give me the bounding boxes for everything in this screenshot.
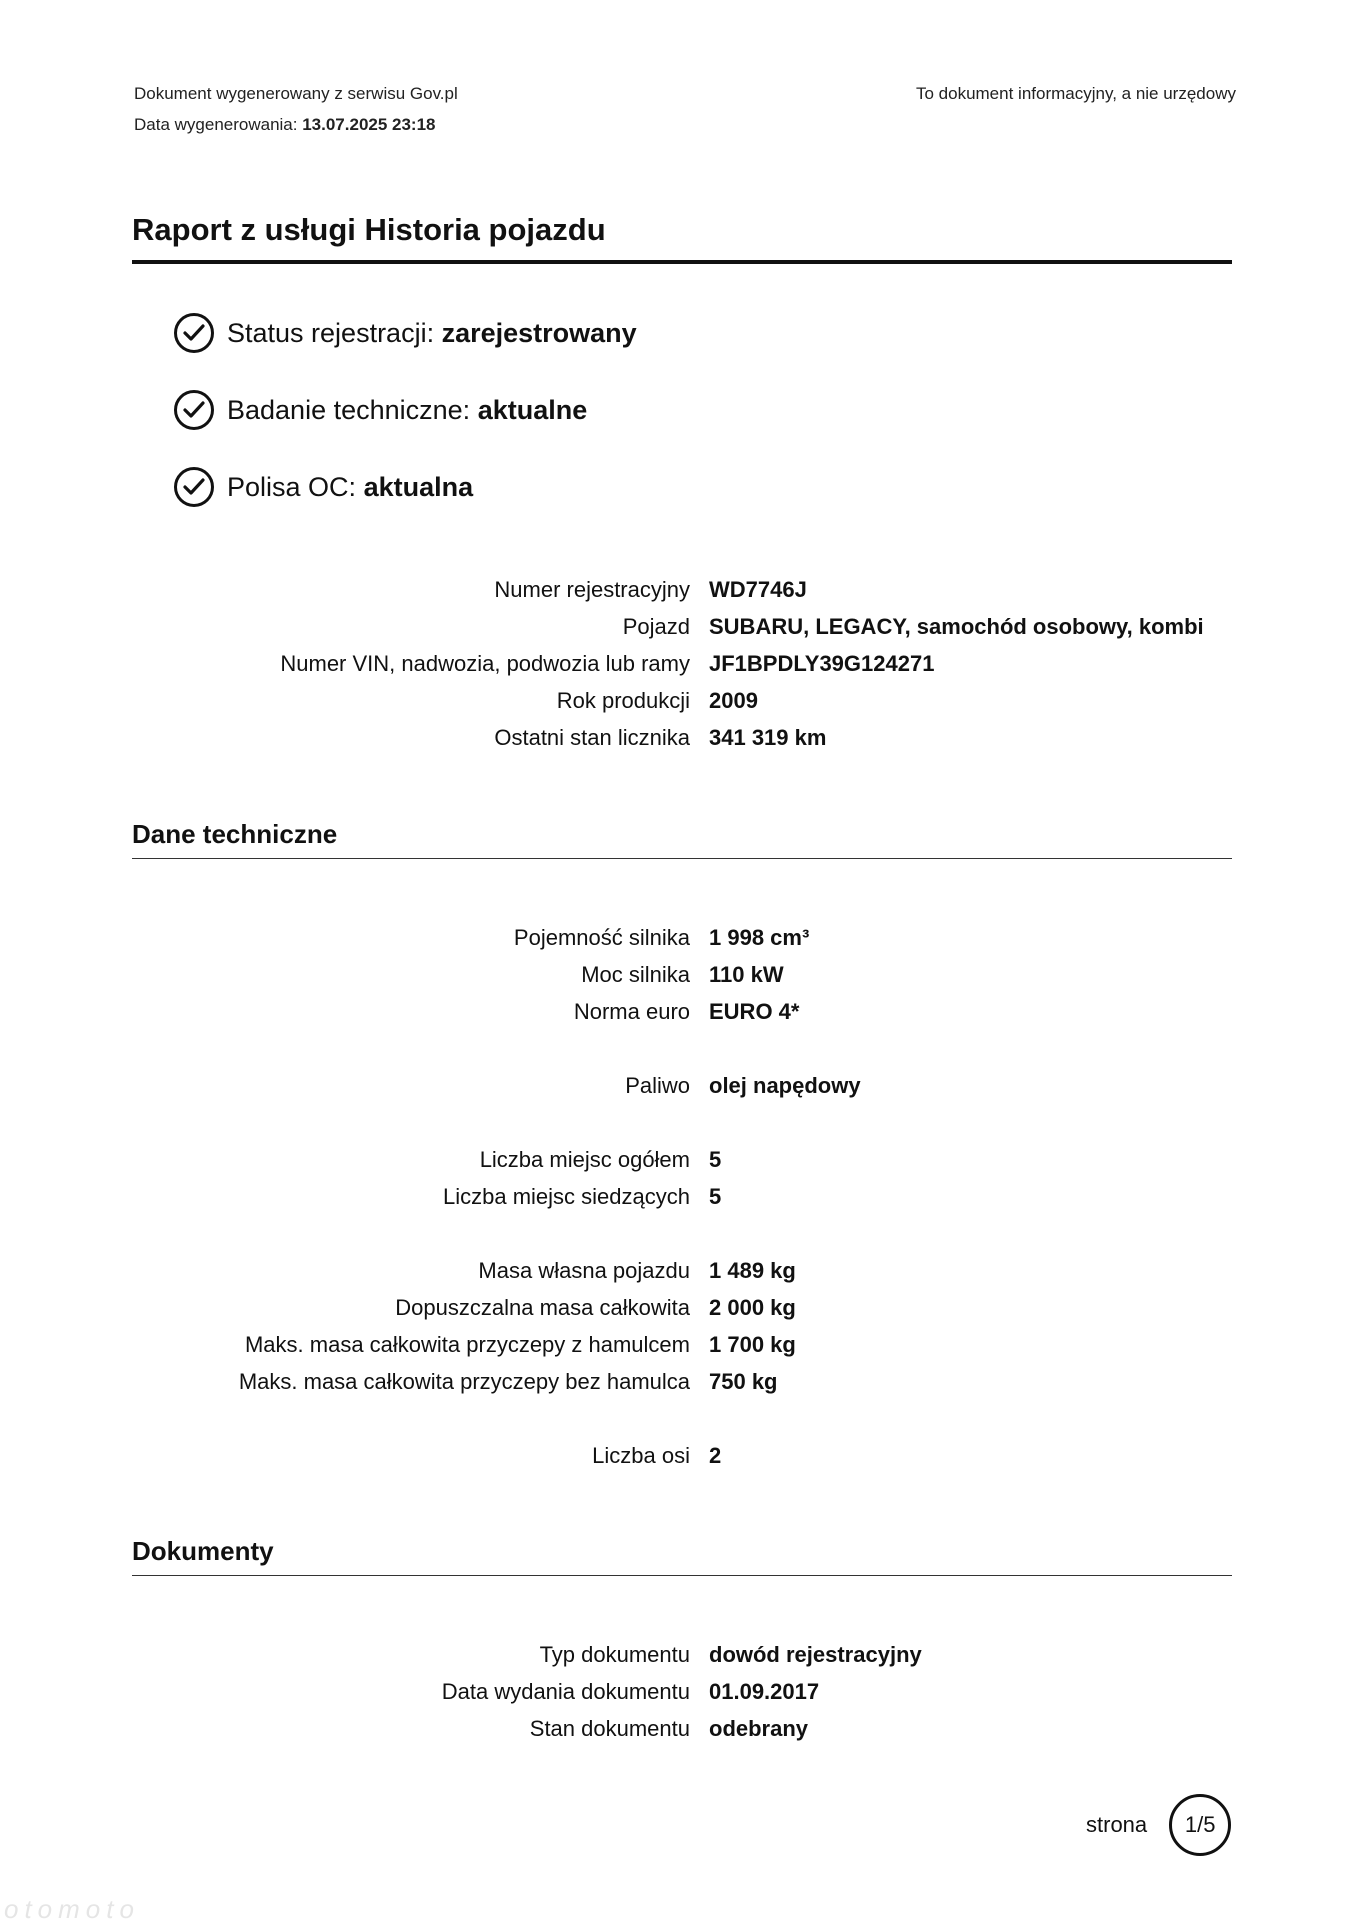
section-documents-heading: Dokumenty	[132, 1536, 1232, 1576]
info-row: Dopuszczalna masa całkowita 2 000 kg	[395, 1294, 796, 1320]
status-insurance: Polisa OC: aktualna	[174, 463, 473, 511]
watermark: otomoto	[4, 1894, 140, 1924]
page-number: 1/5	[1169, 1794, 1231, 1856]
info-row: Liczba osi 2	[592, 1442, 722, 1468]
info-row: Numer rejestracyjny WD7746J	[494, 576, 807, 602]
status-registration: Status rejestracji: zarejestrowany	[174, 309, 637, 357]
check-circle-icon	[174, 313, 214, 353]
info-row: Pojemność silnika 1 998 cm³	[513, 924, 810, 950]
info-row: Numer VIN, nadwozia, podwozia lub ramy JF1BPDLY39G124271	[280, 650, 935, 676]
info-row: Liczba miejsc ogółem 5	[479, 1146, 722, 1172]
info-row: Norma euro EURO 4*	[573, 998, 800, 1024]
page-footer	[1086, 1794, 1231, 1856]
generated-date: Data wygenerowania: 13.07.2025 23:18	[134, 115, 436, 134]
disclaimer-text: To dokument informacyjny, a nie urzędowy	[915, 84, 1236, 103]
info-row: Maks. masa całkowita przyczepy bez hamulca 750 kg	[238, 1368, 778, 1394]
vehicle-info	[0, 571, 1360, 756]
info-row: Typ dokumentu dowód rejestracyjny	[539, 1641, 922, 1667]
info-row: Maks. masa całkowita przyczepy z hamulcem 1 700 kg	[244, 1331, 796, 1357]
info-row: Stan dokumentu odebrany	[529, 1715, 809, 1741]
documents-info	[0, 1636, 1360, 1747]
info-row: Data wydania dokumentu 01.09.2017	[441, 1678, 820, 1704]
info-row: Ostatni stan licznika 341 319 km	[494, 724, 827, 750]
check-circle-icon	[174, 467, 214, 507]
source-text: Dokument wygenerowany z serwisu Gov.pl	[134, 84, 458, 103]
info-row: Pojazd SUBARU, LEGACY, samochód osobowy, kombi	[622, 613, 1204, 639]
info-row: Paliwo olej napędowy	[625, 1072, 861, 1098]
info-row: Moc silnika 110 kW	[581, 961, 784, 987]
document-header-left	[134, 78, 458, 140]
info-row: Masa własna pojazdu 1 489 kg	[478, 1257, 796, 1283]
section-technical-heading: Dane techniczne	[132, 819, 1232, 859]
page-label: strona	[1086, 1812, 1148, 1837]
page-title: Raport z usługi Historia pojazdu	[132, 212, 1232, 264]
info-row: Rok produkcji 2009	[556, 687, 758, 713]
status-technical-inspection: Badanie techniczne: aktualne	[174, 386, 587, 434]
technical-info	[0, 919, 1360, 1474]
check-circle-icon	[174, 390, 214, 430]
info-row: Liczba miejsc siedzących 5	[443, 1183, 722, 1209]
